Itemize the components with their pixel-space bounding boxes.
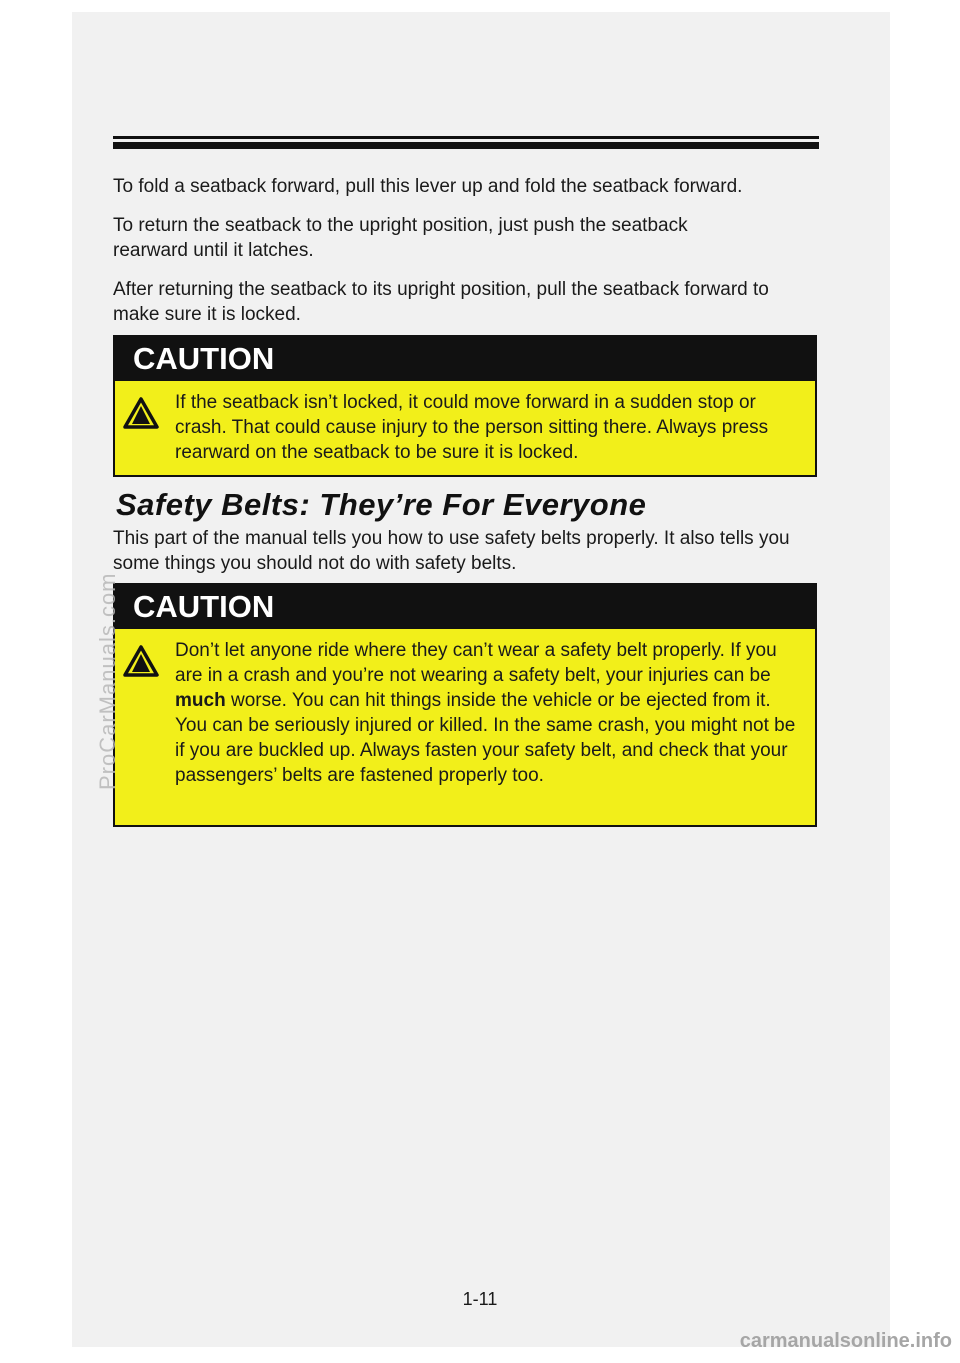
caution-text: If the seatback isn’t locked, it could move forward in a sudden stop or crash. That could cause injury to the person sitting there. Always press rearward on the seatback to be sure it is locked. — [175, 392, 769, 463]
caution-label: CAUTION — [115, 337, 815, 381]
watermark-bottom: carmanualsonline.info — [739, 1330, 952, 1352]
caution-box-safety-belt — [113, 583, 817, 827]
intro-paragraph-3: After returning the seatback to its upright position, pull the seatback forward to make sure it is locked. — [113, 279, 769, 325]
caution-label: CAUTION — [115, 585, 815, 629]
top-rule-thick — [113, 142, 819, 149]
caution-text-emphasis: much — [175, 690, 226, 711]
section-intro-paragraph: This part of the manual tells you how to use safety belts properly. It also tells you some things you should not do with safety belts. — [113, 528, 790, 574]
caution-text-part: Don’t let anyone ride where they can’t wear a safety belt properly. If you are in a crash and you’re not wearing a safety belt, your injuries can be — [175, 640, 777, 686]
warning-triangle-icon — [123, 397, 159, 429]
caution-box-seatback — [113, 335, 817, 477]
intro-paragraph-2: To return the seatback to the upright position, just push the seatback rearward until it latches. — [113, 215, 688, 261]
warning-triangle-icon — [123, 645, 159, 677]
top-rule-thin — [113, 136, 819, 139]
page-number: 1-11 — [462, 1289, 498, 1309]
section-heading: Safety Belts: They’re For Everyone — [116, 487, 647, 522]
intro-paragraph-1: To fold a seatback forward, pull this lever up and fold the seatback forward. — [113, 176, 743, 197]
caution-text-part: worse. You can hit things inside the vehicle or be ejected from it. You can be seriously injured or killed. In the same crash, you might not be if you are buckled up. Always fasten your safety belt, and check that your passengers’ belts are fastened properly too. — [175, 690, 796, 786]
caution-text — [175, 638, 805, 788]
watermark-vertical: ProCarManuals.com — [95, 572, 120, 790]
